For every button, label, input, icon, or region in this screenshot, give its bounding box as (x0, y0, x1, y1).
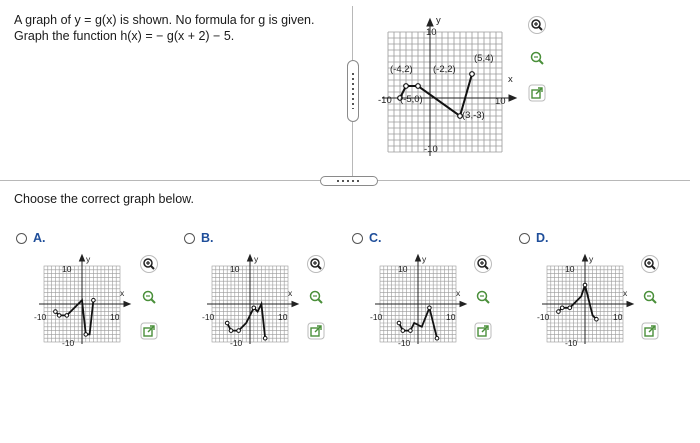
point-label-3-neg3: (3,-3) (462, 110, 485, 121)
popout-icon[interactable] (307, 322, 325, 340)
zoom-out-icon[interactable] (641, 288, 659, 306)
zoom-in-icon[interactable] (474, 255, 492, 273)
vertical-splitter-handle[interactable] (347, 60, 359, 122)
question-line-2: Graph the function h(x) = − g(x + 2) − 5. (14, 29, 235, 43)
graph-c-tick-right: 10 (446, 312, 456, 322)
graph-d-tick-left: -10 (537, 312, 550, 322)
point-label-neg2-2: (-2,2) (433, 64, 456, 75)
graph-c-tick-top: 10 (398, 264, 408, 274)
main-graph (376, 14, 520, 158)
option-b[interactable] (184, 231, 214, 245)
zoom-out-icon[interactable] (307, 288, 325, 306)
radio-d[interactable] (519, 233, 530, 244)
graph-a-x-label: x (120, 288, 125, 298)
graph-a (34, 252, 134, 348)
graph-c-tick-bottom: -10 (398, 338, 411, 348)
option-d[interactable] (519, 231, 549, 245)
popout-icon[interactable] (528, 84, 546, 102)
popout-icon[interactable] (140, 322, 158, 340)
popout-icon[interactable] (474, 322, 492, 340)
point-label-5-4: (5,4) (474, 53, 494, 64)
graph-b-y-label: y (254, 254, 259, 264)
main-x-tick-right: 10 (495, 96, 506, 107)
option-a-label: A. (33, 231, 46, 245)
zoom-in-icon[interactable] (140, 255, 158, 273)
zoom-out-icon[interactable] (474, 288, 492, 306)
graph-a-y-label: y (86, 254, 91, 264)
graph-c-x-label: x (456, 288, 461, 298)
option-a[interactable] (16, 231, 46, 245)
graph-a-tick-right: 10 (110, 312, 120, 322)
option-d-label: D. (536, 231, 549, 245)
question-line-1: A graph of y = g(x) is shown. No formula for g is given. (14, 13, 315, 27)
graph-d-tick-bottom: -10 (565, 338, 578, 348)
graph-d-tick-top: 10 (565, 264, 575, 274)
option-c-label: C. (369, 231, 382, 245)
graph-c-y-label: y (422, 254, 427, 264)
horizontal-splitter-handle[interactable] (320, 176, 378, 186)
main-x-tick-left: -10 (378, 95, 392, 106)
main-y-tick-top: 10 (426, 27, 437, 38)
popout-icon[interactable] (641, 322, 659, 340)
graph-a-tick-left: -10 (34, 312, 47, 322)
graph-b-tick-top: 10 (230, 264, 240, 274)
zoom-out-icon[interactable] (140, 288, 158, 306)
graph-d-tick-right: 10 (613, 312, 623, 322)
graph-c-tick-left: -10 (370, 312, 383, 322)
zoom-out-icon[interactable] (528, 49, 546, 67)
graph-b-tick-right: 10 (278, 312, 288, 322)
option-b-label: B. (201, 231, 214, 245)
graph-a-tick-bottom: -10 (62, 338, 75, 348)
graph-a-tick-top: 10 (62, 264, 72, 274)
graph-d (537, 252, 637, 348)
radio-c[interactable] (352, 233, 363, 244)
option-c[interactable] (352, 231, 382, 245)
graph-b-x-label: x (288, 288, 293, 298)
point-label-neg4-2: (-4,2) (390, 64, 413, 75)
graph-d-x-label: x (623, 288, 628, 298)
graph-b-tick-bottom: -10 (230, 338, 243, 348)
radio-a[interactable] (16, 233, 27, 244)
graph-d-y-label: y (589, 254, 594, 264)
graph-b-tick-left: -10 (202, 312, 215, 322)
question-text (14, 12, 314, 44)
choose-prompt: Choose the correct graph below. (14, 192, 194, 206)
zoom-in-icon[interactable] (528, 16, 546, 34)
radio-b[interactable] (184, 233, 195, 244)
zoom-in-icon[interactable] (307, 255, 325, 273)
main-y-tick-bottom: -10 (424, 144, 438, 155)
point-label-neg5-0: (-5,0) (400, 94, 423, 105)
main-x-axis-label: x (508, 74, 513, 85)
graph-b (202, 252, 302, 348)
zoom-in-icon[interactable] (641, 255, 659, 273)
main-y-axis-label: y (436, 15, 441, 26)
main-grid (388, 32, 502, 152)
graph-c (370, 252, 470, 348)
